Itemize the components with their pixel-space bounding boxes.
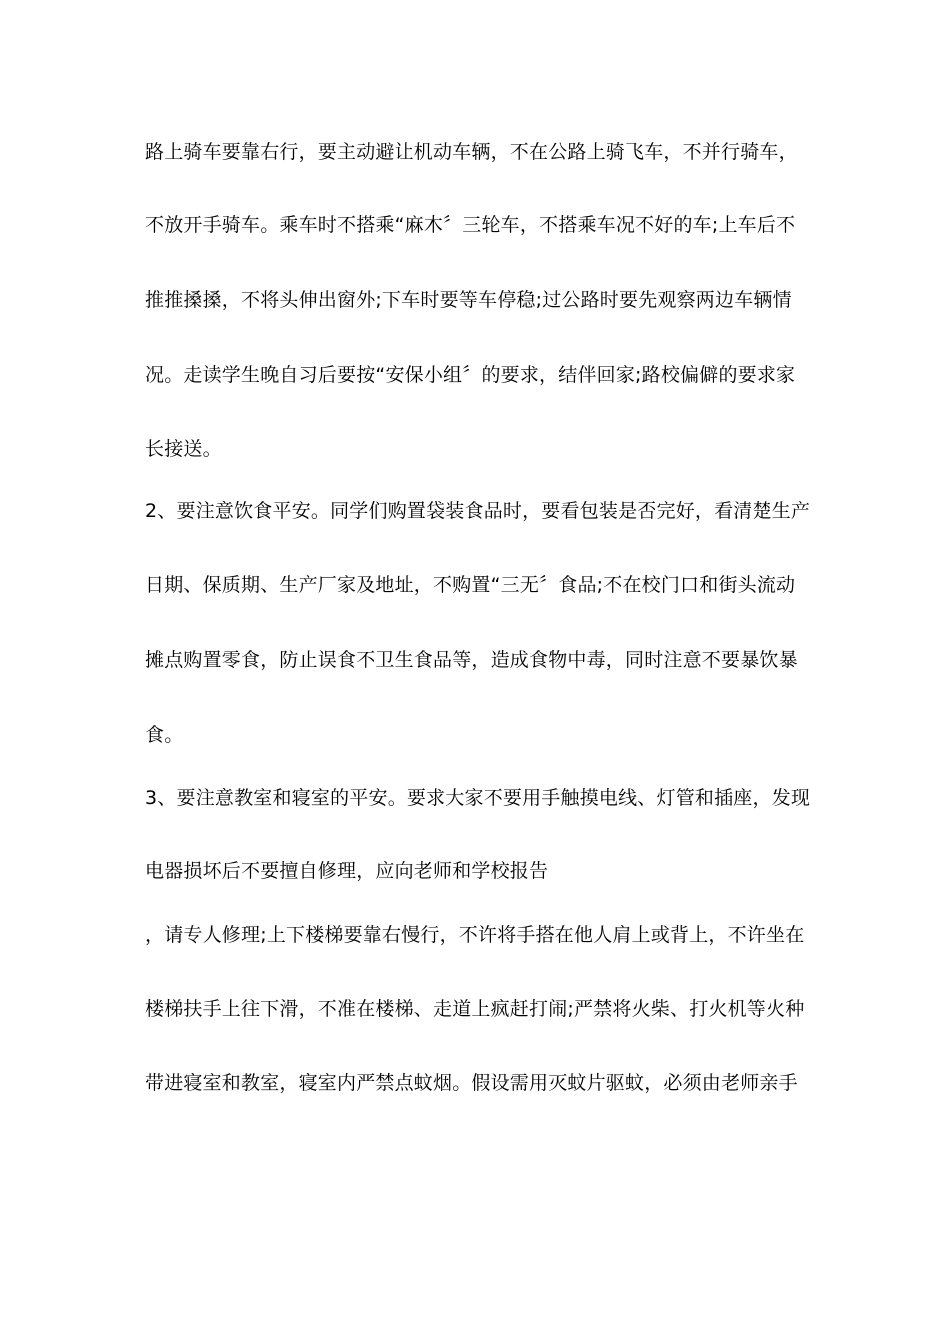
text-line: 况。走读学生晚自习后要按“安保小组〞的要求，结伴回家;路校偏僻的要求家	[145, 364, 796, 386]
text-line: 长接送。	[145, 438, 222, 460]
text-line: 电器损坏后不要擅自修理，应向老师和学校报告	[145, 860, 549, 882]
text-line: 楼梯扶手上往下滑，不准在楼梯、走道上疯赶打闹;严禁将火柴、打火机等火种	[145, 998, 805, 1020]
text-line: 路上骑车要靠右行，要主动避让机动车辆，不在公路上骑飞车，不并行骑车，	[145, 141, 798, 163]
text-line: 日期、保质期、生产厂家及地址，不购置“三无〞食品;不在校门口和街头流动	[145, 574, 796, 596]
text-line: 推推搡搡，不将头伸出窗外;下车时要等车停稳;过公路时要先观察两边车辆情	[145, 289, 792, 311]
text-line: ，请专人修理;上下楼梯要靠右慢行，不许将手搭在他人肩上或背上，不许坐在	[145, 924, 805, 946]
text-line: 不放开手骑车。乘车时不搭乘“麻木〞三轮车，不搭乘车况不好的车;上车后不	[145, 214, 796, 236]
text-line: 带进寝室和教室，寝室内严禁点蚊烟。假设需用灭蚊片驱蚊，必须由老师亲手	[145, 1072, 798, 1094]
text-line: 3、要注意教室和寝室的平安。要求大家不要用手触摸电线、灯管和插座，发现	[145, 787, 811, 809]
text-line: 摊点购置零食，防止误食不卫生食品等，造成食物中毒，同时注意不要暴饮暴	[145, 649, 798, 671]
text-line: 2、要注意饮食平安。同学们购置袋装食品时，要看包装是否完好，看清楚生产	[145, 500, 811, 522]
text-line: 食。	[145, 724, 184, 746]
